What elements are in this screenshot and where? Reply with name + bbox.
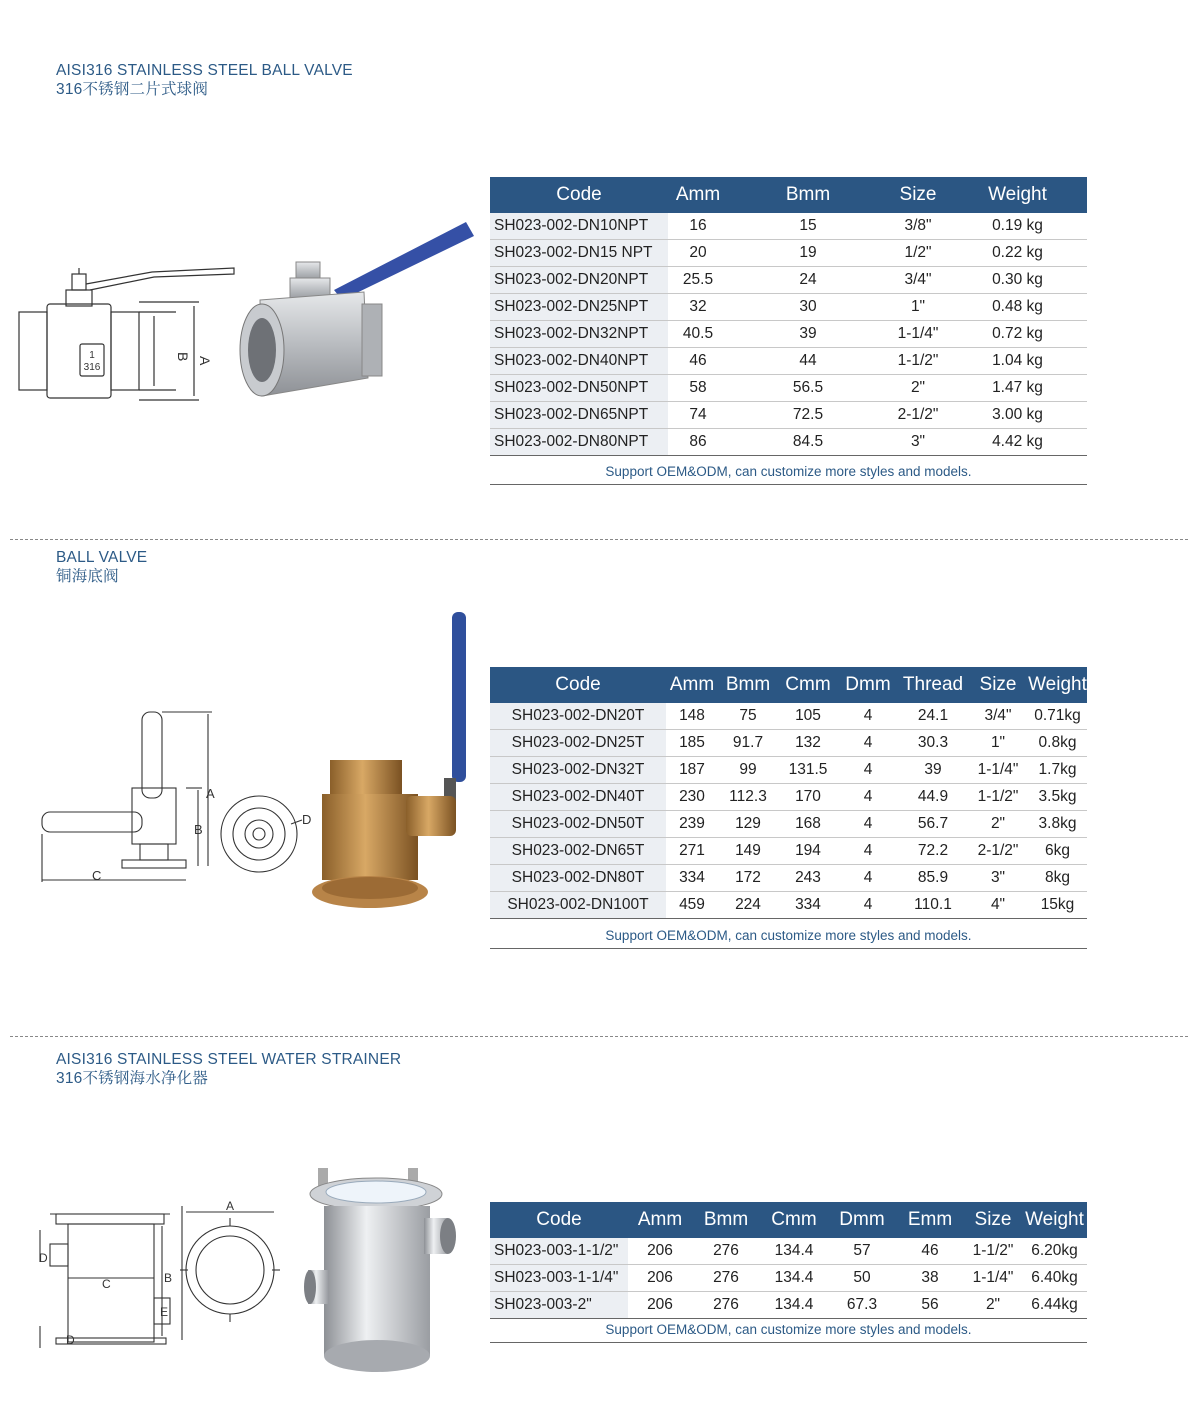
cell: 1-1/2" [968,784,1028,811]
side-inlet [50,1244,68,1266]
table-row [490,703,1087,730]
section-1-title-en: AISI316 STAINLESS STEEL BALL VALVE [56,62,353,79]
cell: SH023-002-DN10NPT [490,213,668,240]
cell: 1/2" [888,240,948,267]
oem-note-2: Support OEM&ODM, can customize more styles and models. [490,924,1087,949]
cell: SH023-002-DN80NPT [490,429,668,456]
cell: 1-1/2" [964,1238,1022,1265]
section-2-title [56,548,147,586]
cell: 134.4 [760,1265,828,1292]
cell: 32 [668,294,728,321]
cell: 19 [728,240,888,267]
spec-table-3 [490,1202,1087,1319]
table-row [490,375,1087,402]
table-header-row [490,667,1087,703]
cell: 44 [728,348,888,375]
left-end-cap [19,312,47,390]
cell: 129 [718,811,778,838]
cell: 6.20kg [1022,1238,1087,1265]
cell: 67.3 [828,1292,896,1319]
handle-lever [86,268,234,290]
cell: 1-1/4" [968,757,1028,784]
header-cell: Code [490,177,668,213]
bronze-body [322,794,418,880]
strainer-lid [56,1214,164,1224]
cell: 2-1/2" [968,838,1028,865]
cell: 0.19 kg [948,213,1087,240]
cell: 239 [666,811,718,838]
spec-table-1 [490,177,1087,456]
table-row [490,429,1087,456]
cell: 206 [628,1238,692,1265]
cell: 4 [838,838,898,865]
cell: 105 [778,703,838,730]
ball-valve-technical-drawing [14,262,238,406]
table-row [490,240,1087,267]
stem-nut [72,274,86,290]
header-cell: Size [888,177,948,213]
cell: 1.47 kg [948,375,1087,402]
table-row [490,1238,1087,1265]
header-cell: Bmm [692,1202,760,1238]
horizontal-handle [42,812,142,832]
cell: 72.5 [728,402,888,429]
table-row [490,811,1087,838]
cell: 206 [628,1265,692,1292]
cell: SH023-002-DN15 NPT [490,240,668,267]
cell: 6.40kg [1022,1265,1087,1292]
cell: 206 [628,1292,692,1319]
cell: 0.71kg [1028,703,1087,730]
cell: 15kg [1028,892,1087,919]
cell: 74 [668,402,728,429]
header-cell: Size [964,1202,1022,1238]
cell: SH023-002-DN20T [490,703,666,730]
table-row [490,1292,1087,1319]
section-3-title [56,1050,401,1088]
cell: SH023-002-DN40NPT [490,348,668,375]
cell: 39 [728,321,888,348]
header-cell: Code [490,667,666,703]
cell: 194 [778,838,838,865]
cell: 46 [668,348,728,375]
cell: 4 [838,892,898,919]
cell: 4 [838,865,898,892]
cell: 4 [838,730,898,757]
header-cell: Thread [898,667,968,703]
dimension-label-d-top: D [39,1251,48,1265]
cell: 30 [728,294,888,321]
dimension-label-a: A [226,1200,235,1213]
section-3-title-cn: 316不锈钢海水净化器 [56,1070,209,1087]
cell: 2-1/2" [888,402,948,429]
cell: 20 [668,240,728,267]
cell: 4 [838,811,898,838]
cell: 40.5 [668,321,728,348]
header-cell: Size [968,667,1028,703]
cell: 3/8" [888,213,948,240]
cell: 0.8kg [1028,730,1087,757]
dimension-label-d-bottom: D [66,1333,75,1347]
cell: 3.5kg [1028,784,1087,811]
cell: 24 [728,267,888,294]
dimension-label-e: E [160,1305,169,1319]
cell: 187 [666,757,718,784]
cell: 0.72 kg [948,321,1087,348]
cell: 57 [828,1238,896,1265]
header-cell: Amm [668,177,728,213]
cell: 276 [692,1292,760,1319]
section-2-title-cn: 铜海底阀 [56,568,119,585]
cell: SH023-002-DN50NPT [490,375,668,402]
table-header-row [490,1202,1087,1238]
cell: 84.5 [728,429,888,456]
header-cell: Dmm [838,667,898,703]
cell: 3.8kg [1028,811,1087,838]
cell: SH023-002-DN65T [490,838,666,865]
header-cell: Amm [628,1202,692,1238]
cell: 1-1/4" [888,321,948,348]
table-row [490,213,1087,240]
cell: 170 [778,784,838,811]
stamp-top-text: 1 [89,350,95,361]
header-cell: Weight [1028,667,1087,703]
dimension-label-a: A [206,786,215,801]
dimension-label-b: B [175,352,191,362]
cell: 4 [838,757,898,784]
table-row [490,294,1087,321]
table-row [490,1265,1087,1292]
cell: SH023-002-DN65NPT [490,402,668,429]
flange [122,860,186,868]
cell: 1.7kg [1028,757,1087,784]
valve-body [47,304,111,398]
cell: 1.04 kg [948,348,1087,375]
cell: 1" [888,294,948,321]
cell: 149 [718,838,778,865]
cell: 85.9 [898,865,968,892]
oem-note-1: Support OEM&ODM, can customize more styles and models. [490,460,1087,485]
cell: 24.1 [898,703,968,730]
cell: 276 [692,1265,760,1292]
dimension-label-c: C [102,1277,111,1291]
cell: 132 [778,730,838,757]
strainer-top-view [186,1226,274,1314]
cell: 168 [778,811,838,838]
cell: SH023-002-DN20NPT [490,267,668,294]
cell: SH023-002-DN32NPT [490,321,668,348]
section-2-title-en: BALL VALVE [56,549,148,566]
strainer-technical-drawing [36,1200,298,1360]
ball-valve-photo [234,220,476,410]
table-row [490,784,1087,811]
cell: 185 [666,730,718,757]
table-row [490,402,1087,429]
table-row [490,838,1087,865]
cell: 3/4" [888,267,948,294]
cell: 131.5 [778,757,838,784]
cell: SH023-003-2" [490,1292,628,1319]
header-cell: Amm [666,667,718,703]
cell: 4 [838,703,898,730]
seacock-photo [312,610,476,916]
table-row [490,865,1087,892]
cell: 2" [964,1292,1022,1319]
cell: SH023-002-DN25T [490,730,666,757]
section-divider [10,539,1188,540]
flange-top-view [221,796,297,872]
cell: 134.4 [760,1292,828,1319]
cell: 15 [728,213,888,240]
dimension-label-a: A [197,356,213,366]
spec-table-2 [490,667,1087,919]
strainer-body-photo [324,1206,430,1356]
cell: 459 [666,892,718,919]
cell: 276 [692,1238,760,1265]
dimension-label-c: C [92,868,102,883]
table-row [490,757,1087,784]
cell: 58 [668,375,728,402]
cell: 8kg [1028,865,1087,892]
table-row [490,730,1087,757]
section-3-title-en: AISI316 STAINLESS STEEL WATER STRAINER [56,1051,402,1068]
cell: 30.3 [898,730,968,757]
cell: 46 [896,1238,964,1265]
cell: 99 [718,757,778,784]
valve-body [132,788,176,844]
cell: 2" [888,375,948,402]
cell: 4 [838,784,898,811]
header-cell: Cmm [778,667,838,703]
cell: 134.4 [760,1238,828,1265]
cell: SH023-002-DN25NPT [490,294,668,321]
cell: SH023-003-1-1/4" [490,1265,628,1292]
cell: 86 [668,429,728,456]
table-header-row [490,177,1087,213]
blue-handle [334,222,474,300]
cell: SH023-003-1-1/2" [490,1238,628,1265]
cell: SH023-002-DN32T [490,757,666,784]
right-end-cap [111,312,139,390]
cell: 6kg [1028,838,1087,865]
table-row [490,321,1087,348]
cell: 38 [896,1265,964,1292]
cell: 0.22 kg [948,240,1087,267]
cell: 56.7 [898,811,968,838]
cell: 334 [666,865,718,892]
cell: 271 [666,838,718,865]
cell: 224 [718,892,778,919]
cell: 112.3 [718,784,778,811]
header-cell: Weight [1022,1202,1087,1238]
table-row [490,892,1087,919]
oem-note-3: Support OEM&ODM, can customize more styles and models. [490,1318,1087,1343]
cell: 243 [778,865,838,892]
cell: 4.42 kg [948,429,1087,456]
cell: 39 [898,757,968,784]
cell: 56.5 [728,375,888,402]
cell: 1" [968,730,1028,757]
dimension-label-b: B [194,822,203,837]
cell: 25.5 [668,267,728,294]
strainer-photo [304,1162,460,1382]
blue-vertical-handle [452,612,466,782]
header-cell: Emm [896,1202,964,1238]
cell: 172 [718,865,778,892]
cell: 230 [666,784,718,811]
section-divider [10,1036,1188,1037]
cell: 148 [666,703,718,730]
dimension-label-b: B [164,1271,173,1285]
header-cell: Dmm [828,1202,896,1238]
table-row [490,348,1087,375]
seacock-technical-drawing [36,706,326,888]
cell: 75 [718,703,778,730]
cell: SH023-002-DN50T [490,811,666,838]
cell: 110.1 [898,892,968,919]
header-cell: Bmm [718,667,778,703]
stamp-bottom-text: 316 [83,362,101,373]
cell: 0.30 kg [948,267,1087,294]
vertical-handle [142,712,162,798]
cell: 6.44kg [1022,1292,1087,1319]
cell: SH023-002-DN100T [490,892,666,919]
header-cell: Cmm [760,1202,828,1238]
cell: SH023-002-DN80T [490,865,666,892]
cell: 56 [896,1292,964,1319]
cell: 334 [778,892,838,919]
cell: 3" [888,429,948,456]
cell: 4" [968,892,1028,919]
cell: 2" [968,811,1028,838]
section-1-title-cn: 316不锈钢二片式球阀 [56,81,209,98]
cell: SH023-002-DN40T [490,784,666,811]
cell: 44.9 [898,784,968,811]
cell: 16 [668,213,728,240]
cell: 1-1/4" [964,1265,1022,1292]
cell: 1-1/2" [888,348,948,375]
table-row [490,267,1087,294]
cell: 0.48 kg [948,294,1087,321]
section-1-title [56,61,353,99]
strainer-body [68,1224,154,1342]
cell: 3.00 kg [948,402,1087,429]
cell: 3/4" [968,703,1028,730]
header-cell: Code [490,1202,628,1238]
cell: 50 [828,1265,896,1292]
cell: 91.7 [718,730,778,757]
header-cell: Bmm [728,177,888,213]
cell: 72.2 [898,838,968,865]
header-cell: Weight [948,177,1087,213]
cell: 3" [968,865,1028,892]
dimension-label-d: D [302,812,312,827]
